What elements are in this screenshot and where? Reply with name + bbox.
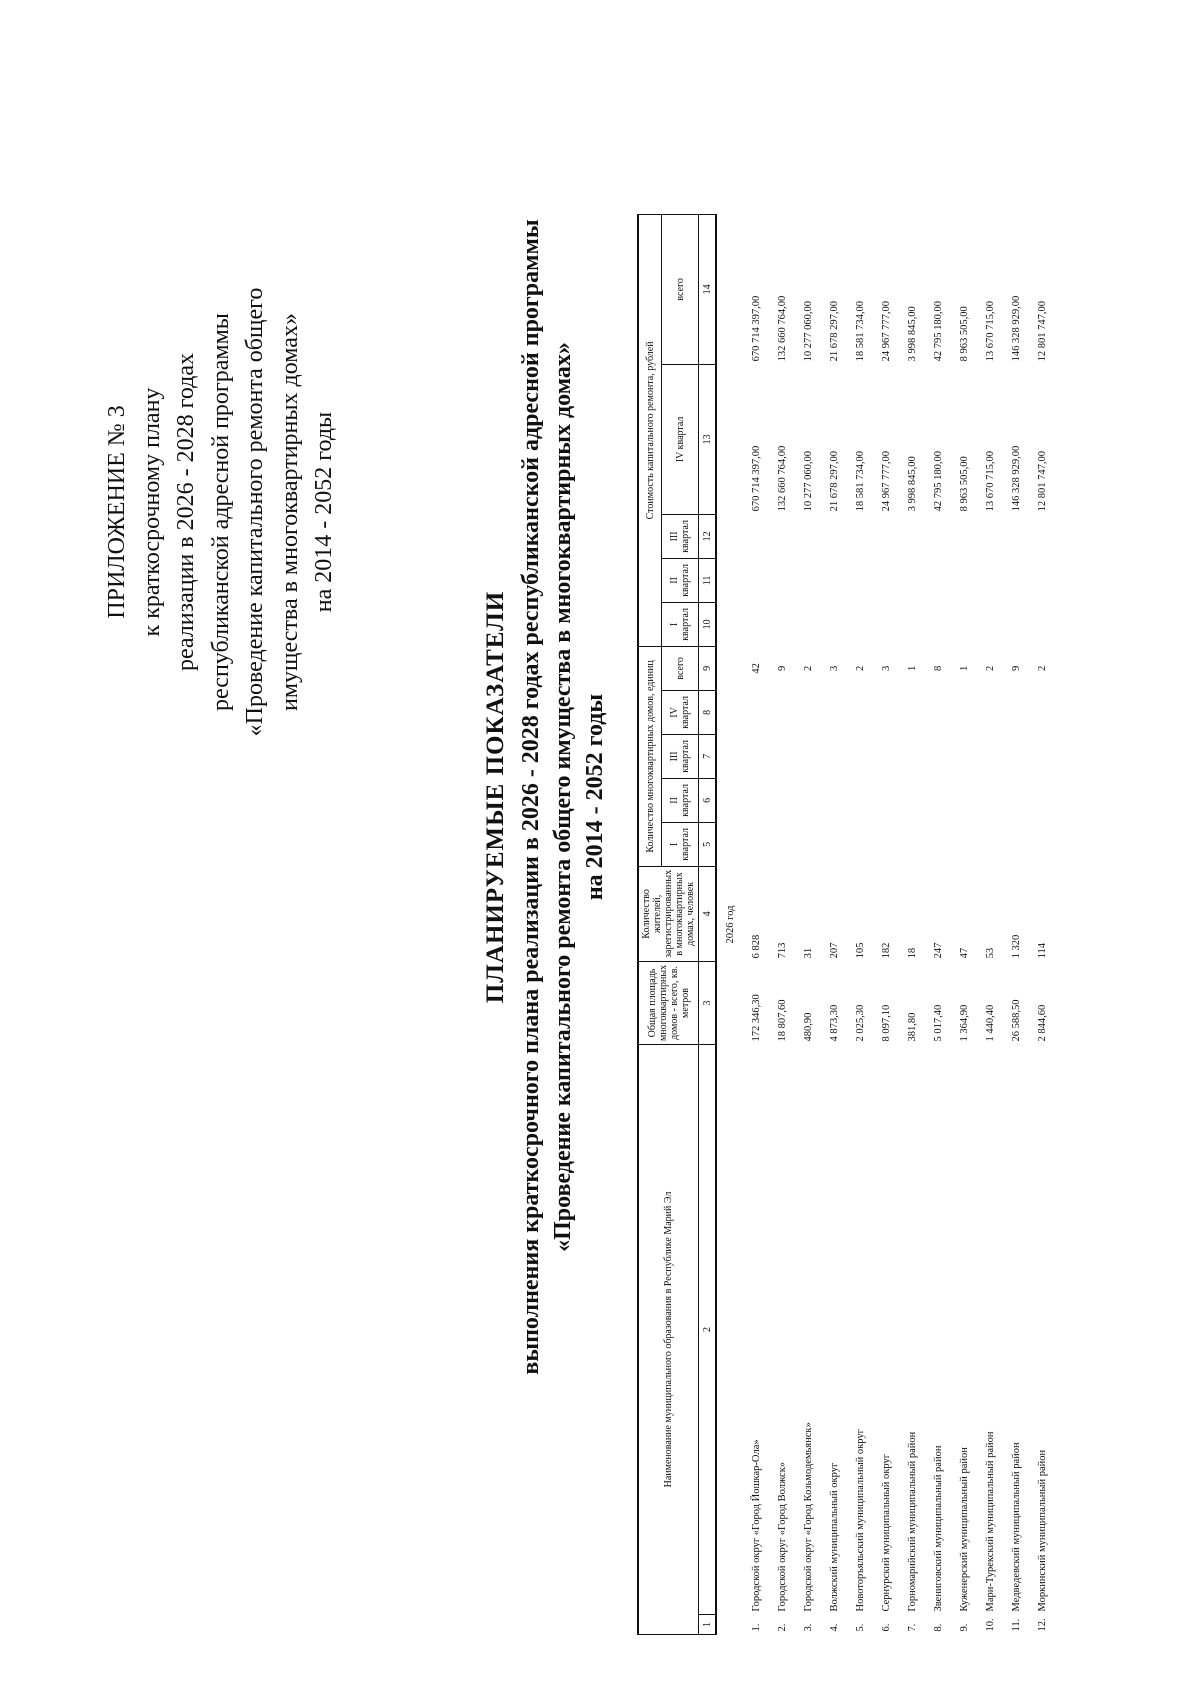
residents-count: 182: [880, 942, 892, 959]
municipality-name: Моркинский муниципальный район: [1036, 1449, 1048, 1612]
column-number: 2: [699, 1045, 717, 1615]
cost-total: 18 581 734,00: [854, 301, 866, 362]
row-number: 8.: [932, 1623, 944, 1632]
cost-total: 146 328 929,00: [1010, 295, 1022, 362]
table-row: [977, 214, 1003, 1634]
column-number: 13: [699, 364, 717, 514]
table-row: [847, 214, 873, 1634]
column-number: 3: [699, 961, 717, 1044]
houses-total: 42: [750, 663, 762, 674]
cost-total: 42 795 180,00: [932, 301, 944, 362]
municipality-name: Звениговский муниципальный район: [932, 1445, 944, 1612]
indicators-table: [637, 214, 1055, 1635]
year-label: 2026 год: [724, 905, 736, 944]
total-area: 18 807,60: [776, 999, 788, 1042]
row-number: 9.: [958, 1623, 970, 1632]
total-area: 8 097,10: [880, 1004, 892, 1042]
houses-total: 2: [984, 665, 996, 672]
houses-total: 8: [932, 665, 944, 672]
table-row: [821, 214, 847, 1634]
total-area: 26 588,50: [1010, 999, 1022, 1042]
total-area: 2 025,30: [854, 1004, 866, 1042]
title-line: «Проведение капитального ремонта общего имущества в многоквартирных домах»: [550, 342, 576, 1252]
header-cost-q1: I квартал: [662, 602, 699, 646]
header-cost-total: всего: [662, 214, 699, 364]
municipality-name: Городской округ «Город Йошкар-Ола»: [750, 1439, 762, 1612]
cost-q4: 24 967 777,00: [880, 451, 892, 512]
cost-q4: 3 998 845,00: [906, 456, 918, 512]
row-number: 5.: [854, 1623, 866, 1632]
row-number: 2.: [776, 1623, 788, 1632]
header-cost: Стоимость капитального ремонта, рублей: [638, 214, 662, 646]
residents-count: 47: [958, 947, 970, 959]
cost-total: 8 963 505,00: [958, 306, 970, 362]
total-area: 5 017,40: [932, 1004, 944, 1042]
cost-total: 132 660 764,00: [776, 295, 788, 362]
cost-total: 3 998 845,00: [906, 306, 918, 362]
column-number: 12: [699, 514, 717, 558]
cost-total: 13 670 715,00: [984, 301, 996, 362]
column-number: 7: [699, 734, 717, 778]
residents-count: 31: [802, 947, 814, 959]
houses-total: 3: [880, 665, 892, 672]
table-row: [743, 214, 769, 1634]
cost-total: 12 801 747,00: [1036, 301, 1048, 362]
row-number: 10.: [984, 1618, 996, 1632]
header-cost-q2: II квартал: [662, 558, 699, 602]
table-row: [1003, 214, 1029, 1634]
appendix-line: имущества в многоквартирных домах»: [276, 313, 303, 711]
houses-total: 9: [776, 665, 788, 672]
column-number: 1: [699, 1615, 717, 1635]
cost-q4: 21 678 297,00: [828, 451, 840, 512]
residents-count: 207: [828, 942, 840, 959]
appendix-line: реализации в 2026 - 2028 годах: [173, 352, 199, 672]
residents-count: 53: [984, 947, 996, 959]
appendix-line: к краткосрочному плану: [138, 387, 165, 637]
total-area: 1 440,40: [984, 1004, 996, 1042]
cost-total: 24 967 777,00: [880, 301, 892, 362]
column-number: 6: [699, 778, 717, 822]
houses-total: 2: [854, 665, 866, 672]
header-houses-q1: I квартал: [662, 822, 699, 866]
table-row: [925, 214, 951, 1634]
cost-q4: 146 328 929,00: [1010, 445, 1022, 512]
total-area: 480,90: [802, 1012, 814, 1042]
column-number: 9: [699, 646, 717, 690]
municipality-name: Городской округ «Город Козьмодемьянск»: [802, 1422, 814, 1612]
header-houses-q4: IV квартал: [662, 690, 699, 734]
houses-total: 2: [1036, 665, 1048, 672]
houses-total: 1: [906, 665, 918, 672]
total-area: 2 844,60: [1036, 1004, 1048, 1042]
header-cost-q3: III квартал: [662, 514, 699, 558]
row-number: 4.: [828, 1623, 840, 1632]
municipality-name: Медведевский муниципальный район: [1010, 1442, 1022, 1612]
houses-total: 1: [958, 665, 970, 672]
houses-total: 2: [802, 665, 814, 672]
cost-q4: 13 670 715,00: [984, 451, 996, 512]
appendix-line: республиканской адресной программы: [207, 313, 234, 711]
table-row: [795, 214, 821, 1634]
row-number: 11.: [1010, 1618, 1022, 1632]
table-row: [951, 214, 977, 1634]
residents-count: 18: [906, 947, 918, 959]
residents-count: 105: [854, 942, 866, 959]
appendix-line: ПРИЛОЖЕНИЕ № 3: [104, 405, 130, 619]
column-number: 5: [699, 822, 717, 866]
residents-count: 6 828: [750, 934, 762, 959]
header-area: Общая площадь многоквартирных домов - всего, кв. метров: [638, 961, 699, 1044]
cost-q4: 12 801 747,00: [1036, 451, 1048, 512]
column-number: 14: [699, 214, 717, 364]
row-number: 7.: [906, 1623, 918, 1632]
cost-q4: 10 277 060,00: [802, 451, 814, 512]
total-area: 1 364,90: [958, 1004, 970, 1042]
houses-total: 3: [828, 665, 840, 672]
cost-q4: 42 795 180,00: [932, 451, 944, 512]
cost-q4: 8 963 505,00: [958, 456, 970, 512]
column-number: 4: [699, 866, 717, 961]
municipality-name: Куженерский муниципальный район: [958, 1447, 970, 1612]
municipality-name: Мари-Турекский муниципальный район: [984, 1431, 996, 1612]
header-houses: Количество многоквартирных домов, единиц: [638, 646, 662, 866]
cost-total: 21 678 297,00: [828, 301, 840, 362]
municipality-name: Волжский муниципальный округ: [828, 1462, 840, 1612]
houses-total: 9: [1010, 665, 1022, 672]
municipality-name: Сернурский муниципальный округ: [880, 1454, 892, 1612]
row-number: 1.: [750, 1623, 762, 1632]
title-line: выполнения краткосрочного плана реализации в 2026 - 2028 годах республиканской адресной программы: [518, 219, 544, 1375]
title-heading: ПЛАНИРУЕМЫЕ ПОКАЗАТЕЛИ: [482, 590, 509, 1004]
residents-count: 247: [932, 942, 944, 959]
municipality-name: Горномарийский муниципальный район: [906, 1431, 918, 1612]
header-name: Наименование муниципального образования в Республике Марий Эл: [638, 1045, 699, 1635]
header-houses-q3: III квартал: [662, 734, 699, 778]
row-number: 12.: [1036, 1618, 1048, 1632]
table-row: [769, 214, 795, 1634]
appendix-line: на 2014 - 2052 годы: [311, 411, 337, 613]
table-row: [1029, 214, 1055, 1634]
header-houses-total: всего: [662, 646, 699, 690]
municipality-name: Городской округ «Город Волжск»: [776, 1461, 788, 1612]
residents-count: 114: [1036, 943, 1048, 959]
row-number: 3.: [802, 1623, 814, 1632]
residents-count: 713: [776, 942, 788, 959]
header-residents: Количество жителей, зарегистрированных в многоквартирных домах, человек: [638, 866, 699, 961]
header-cost-q4: IV квартал: [662, 364, 699, 514]
column-number: 8: [699, 690, 717, 734]
table-row: [899, 214, 925, 1634]
table-row: [873, 214, 899, 1634]
document-title: [480, 47, 611, 1547]
title-line: на 2014 - 2052 годы: [582, 693, 608, 901]
cost-q4: 18 581 734,00: [854, 451, 866, 512]
cost-q4: 132 660 764,00: [776, 445, 788, 512]
column-number: 11: [699, 558, 717, 602]
total-area: 172 346,30: [750, 994, 762, 1042]
cost-total: 670 714 397,00: [750, 295, 762, 362]
total-area: 381,80: [906, 1012, 918, 1042]
appendix-header: [100, 252, 342, 772]
total-area: 4 873,30: [828, 1004, 840, 1042]
header-houses-q2: II квартал: [662, 778, 699, 822]
cost-total: 10 277 060,00: [802, 301, 814, 362]
municipality-name: Новоторъяльский муниципальный округ: [854, 1429, 866, 1612]
row-number: 6.: [880, 1623, 892, 1632]
column-number: 10: [699, 602, 717, 646]
cost-q4: 670 714 397,00: [750, 445, 762, 512]
residents-count: 1 320: [1010, 934, 1022, 959]
appendix-line: «Проведение капитального ремонта общего: [242, 287, 268, 737]
